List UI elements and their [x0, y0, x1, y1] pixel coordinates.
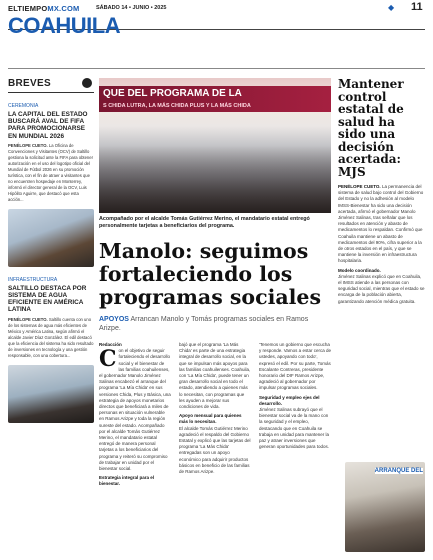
- article-column: bajó que el programa 'La Más Chida' es parte de una estrategia integral de desarrollo social, en la que se impulsan más apoyos para las familias coahuilenses. Coahuila, con 'La Mía Chida', puede tener un gran desarrollo social en todo el estado, atendiendo a quienes más lo necesitan, con programas que les ayuden a mejorar sus condiciones de vida. Apoyo mensual para quienes más lo necesitan. El alcalde Tomás Gutiérrez Merino agradeció el respaldo del Gobierno Estatal y explicó que las tarjetas del programa 'La Más Chida' entregadas son un apoyo económico para adquirir productos básicos en beneficio de las familias de Ramos Arizpe.: [179, 342, 251, 475]
- section-title: COAHUILA: [8, 13, 121, 38]
- story-kicker: CEREMONIA: [8, 103, 39, 109]
- story-kicker: INFRAESTRUCTURA: [8, 276, 58, 283]
- article-headline[interactable]: Manolo: seguimos fortaleciendo los programas sociales: [99, 239, 322, 309]
- article-column: Redacción C on el objetivo de seguir fortaleciendo el desarrollo social y el bienestar de las familias coahuilenses, el gobernador Manolo Jiménez Salinas encabezó el arranque del programa 'La Mía Chida' en sus versiones Chida, Plus y Básica, una estrategia de apoyos monetarios directos que beneficiará a miles de personas en situación vulnerable en Ramos Arizpe y toda la región sureste del estado. Acompañado por el alcalde Tomás Gutiérrez Merino, el mandatario estatal entregó de manera personal tarjetas a los beneficiarios del programa y reiteró su compromiso de trabajar en unidad por el bienestar social. Estrategia integral para el bienestar.: [99, 342, 171, 487]
- byline: Redacción: [99, 342, 122, 347]
- article-body: [99, 342, 331, 560]
- photo-sign: ARRANQUE DEL: [374, 468, 423, 474]
- sidebar-headline[interactable]: Mantener control estatal de salud ha sido una decisión acertada: MJS: [338, 77, 404, 179]
- breves-column: [8, 78, 94, 560]
- article-column: 'Tenemos un gobierno que escucha y responde. Vamos a estar cerca de ustedes, apoyando con todo', expresó el edil. Por su parte, Tomás Escalante Contreras, presidente honorario del DIF Ramos Arizpe, agradeció al gobernador por impulsar programas sociales. Seguridad y empleo ejes del desarrollo. Jiménez Salinas subrayó que el bienestar social va de la mano con la seguridad y el empleo, destacando que en Coahuila se trabaja en unidad para mantener la paz y atraer inversiones que generan oportunidades para todos.: [259, 342, 331, 450]
- story-body: PENÉLOPE CUETO. La Oficina de Convenciones y Visitantes (OCV) de Saltillo gestiona la solicitud ante la FIFA para obtener autorización en el uso del logotipo oficial del Mundial de Fútbol 2026 en su promoción turística, con el fin de atraer a visitantes que no encuentren hospedaje en Monterrey, informó el director general de la OCV, Luis Hipólito Aguirre, que destacó que esta acción...: [8, 142, 93, 202]
- story-title[interactable]: SALTILLO DESTACA POR SISTEMA DE AGUA EFICIENTE EN AMÉRICA LATINA: [8, 284, 87, 314]
- sidebar-body: PENÉLOPE CUETO. La permanencia del sistema de salud bajo control del Gobierno del Estado y no la adhesión al modelo IMSS-Bienestar ha sido una decisión acertada, afirmó el gobernador Manolo Jiménez Salinas, tras señalar que los resultados en atención y abasto de medicamentos lo respaldan. Confirmó que Coahuila mantiene un abasto de medicamentos del 90%, cifra superior a la de otros estados en el país, y que se mantiene la inversión en infraestructura hospitalaria. Modelo coordinado. Jiménez Salinas explicó que en Coahuila, el IMSS atiende a las personas con seguridad social, mientras que el estado se encarga de la población abierta, garantizando atención médica gratuita.: [338, 184, 425, 304]
- divider: [8, 68, 425, 69]
- article-dek: APOYOS Arrancan Manolo y Tomás programas sociales en Ramos Arizpe.: [99, 316, 309, 332]
- photo-caption: Acompañado por el alcalde Tomás Gutiérrez Merino, el mandatario estatal entregó personalmente tarjetas a beneficiarios del programa.: [99, 216, 310, 229]
- drop-cap: C: [99, 346, 117, 373]
- story-photo: [8, 365, 94, 423]
- subhead: Apoyo mensual para quienes más lo necesitan.: [179, 413, 242, 425]
- event-banner: QUE DEL PROGRAMA DE LA S CHIDA LUTRA, LA MÁS CHIDA PLUS Y LA MÁS CHIDA: [99, 86, 331, 112]
- masthead-logo: ELTIEMPOMX.COM: [8, 4, 80, 13]
- chevron-icon: ◆: [388, 3, 395, 12]
- story-body: PENÉLOPE CUETO. Saltillo cuenta con uno de los sistemas de agua más eficientes de México y América Latina, según afirmó el alcalde Javier Díaz González. El edil destacó que la eficiencia del sistema ha sido resultado de inversiones en tecnología y una gestión responsable, con una cobertura...: [8, 316, 94, 358]
- subhead: Estrategia integral para el bienestar.: [99, 475, 155, 487]
- breves-heading: BREVES: [8, 78, 94, 93]
- issue-date: SÁBADO 14 • JUNIO • 2025: [96, 5, 167, 11]
- crowd-image: [99, 126, 331, 213]
- hero-photo: [99, 78, 331, 213]
- arrow-icon: [82, 78, 92, 88]
- subhead: Seguridad y empleo ejes del desarrollo.: [259, 394, 320, 406]
- story-photo: [8, 209, 94, 267]
- subhead: Modelo coordinado.: [338, 267, 381, 273]
- story-title[interactable]: LA CAPITAL DEL ESTADO BUSCARÁ AVAL DE FIFA PARA PROMOCIONARSE EN MUNDIAL 2026: [8, 111, 88, 140]
- page-number: 11: [411, 1, 423, 13]
- sidebar-photo: [345, 462, 425, 552]
